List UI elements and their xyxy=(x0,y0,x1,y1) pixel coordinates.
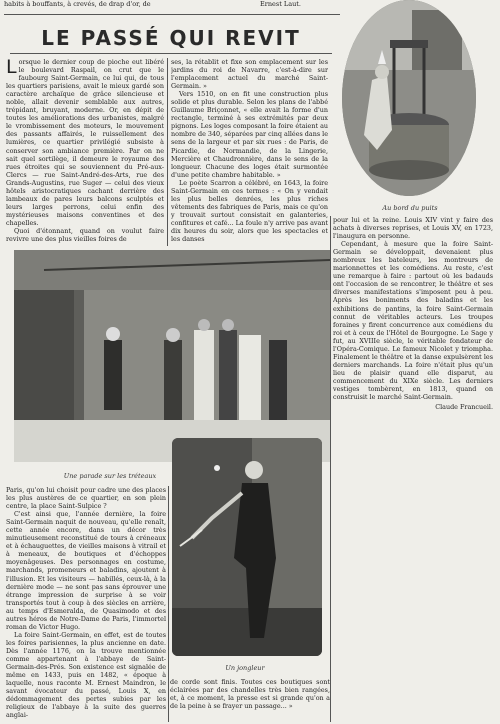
previous-article-fragment xyxy=(4,0,344,8)
photo-parade-image xyxy=(14,250,330,462)
caption-juggler: Un jongleur xyxy=(225,664,265,672)
photo-parade xyxy=(14,250,330,462)
col2-paragraph-3: Le poète Scarron a célébré, en 1643, la foire Saint-Germain en ces termes : « On y vendait les plus belles denrées, les plus riches vêtements des fabriques de Paris, mais ce qu'on y trouvait surtout consistait en galanteries, confitures et café... La foule n'y arrive pas avant dix heures du soir, alors que les spectacles et les danses xyxy=(171,178,328,244)
col4-paragraph-2: C'est ainsi que, l'année dernière, la foire Saint-Germain naquit de nouveau, qu'elle renaît, cette année encore, dans un décor très minutieusement reconstitué de tours à créneaux et à échauguettes, de vieilles maisons à vitrail et à meneaux, de boutiques et d'échoppes moyenâgeuses. Des personnages en costume, marchands, promeneurs et baladins, ajoutent à l'illusion. Et les visiteurs — habillés, ceux-là, à la dernière mode — ne sont pas sans éprouver une étrange impression de surprise à se voir transportés tout à coup à des siècles en arrière, au temps d'Esmeralda, de Quasimodo et des autres héros de Notre-Dame de Paris, l'immortel roman de Victor Hugo. xyxy=(6,510,166,631)
previous-article-author: Ernest Laut. xyxy=(260,0,301,8)
dropcap-letter: L xyxy=(6,58,17,78)
top-divider xyxy=(4,14,340,15)
col2-paragraph-2: Vers 1510, on en fit une construction plus solide et plus durable. Selon les plans de l'abbé Guillaume Briçonnet, « elle avait la forme d'un rectangle, terminé à ses extrémités par deux pignons. Les loges composant la foire étaient au nombre de 340, séparées par cinq allées dans le sens de la largeur et par six rues : de Paris, de Picardie, de Normandie, de la Lingerie, Mercière et Chaudronnière, dans le sens de la longueur. Chacune des loges était surmontée d'une petite chambre habitable. » xyxy=(171,90,328,179)
column-3 xyxy=(333,216,493,416)
top-fragment-text: habits à bouffants, à crevés, de drap d'or, de xyxy=(4,0,151,8)
column-2 xyxy=(171,58,328,246)
col5-paragraph-1: de corde sont finis. Toutes ces boutiques sont éclairées par des chandelles très bien rangées, et, à ce moment, la presse est si grande qu'on a de la peine à se frayer un passage... » xyxy=(170,678,330,711)
column-divider xyxy=(167,58,168,246)
column-1 xyxy=(6,58,164,246)
article-title: LE PASSÉ QUI REVIT xyxy=(41,26,301,50)
col4-paragraph-3: La foire Saint-Germain, en effet, est de toutes les foires parisiennes, la plus ancienne en date. Dès l'année 1176, on la trouve mentionnée comme appartenant à l'abbaye de Saint-Germain-des-Prés. Son existence est signalée de même en 1433, puis en 1482, « époque à laquelle, nous raconte M. Ernest Maindron, le savant évocateur du passé, Louis X, en dédommagement des pertes subies par les religieux de l'abbaye à la suite des guerres anglai- xyxy=(6,630,166,720)
col3-paragraph-2: Cependant, à mesure que la foire Saint-Germain se développait, devenaient plus nombreux les bateleurs, les montreurs de marionnettes et les comédiens. Au reste, c'est une remarque à faire : partout où les badauds ont l'occasion de se rencontrer, le théâtre et ses diverses manifestations s'imposent peu à peu. Après les boniments des baladins et les exhibitions de pantins, la foire Saint-Germain connut de véritables acteurs. Les troupes foraines y firent concurrence aux comédiens du roi et à ceux de l'Hôtel de Bourgogne. Le Sage y fut, au XVIIIe siècle, le véritable fondateur de l'Opéra-Comique. Le fameux Nicolet y triompha. Finalement le théâtre et la danse expulsèrent les derniers marchands. La foire n'était plus qu'un lieu de plaisir quand elle disparut, au commencement du XIXe siècle. Les derniers vestiges tombèrent, en 1813, quand on construisit le marché Saint-Germain. xyxy=(333,240,493,402)
column-4 xyxy=(6,486,166,722)
col3-paragraph-1: pour lui et la reine. Louis XIV vint y faire des achats à diverses reprises, et Louis XV, en 1723, l'inaugura en personne. xyxy=(333,216,493,241)
col1-paragraph-2: Quoi d'étonnant, quand on voulut faire revivre une des plus vieilles foires de xyxy=(6,226,164,244)
column-5 xyxy=(170,678,330,722)
column-divider-right xyxy=(330,216,331,722)
col2-paragraph-1: ses, la rétablit et fixe son emplacement sur les jardins du roi de Navarre, c'est-à-dire sur l'emplacement actuel du marché Saint-Germain. » xyxy=(171,58,328,91)
photo-juggler xyxy=(172,438,322,656)
col1-paragraph-1: orsque le dernier coup de pioche eut libéré le boulevard Raspail, on crut que le faubourg Saint-Germain, ce lui qui, de tous les quartiers parisiens, avait le mieux gardé son caractère archaïque de grâce silencieuse et noble, allait devenir semblable aux autres, trépidant, bruyant, moderne. Or, en dépit de toutes les améliorations des urbanistes, malgré le vrombissement des moteurs, le mouvement des passants affairés, le ruissellement des lumières, ce quartier privilégié subsiste à conserver son ambiance première. Par on ne sait quel sortilège, il demeure le royaume des rues étroites qui se souviennent du Pré-aux-Clercs — rue Saint-André-des-Arts, rue des Grands-Augustins, rue Suger — celui des vieux hôtels aristocratiques cachant derrière des lambeaux de pares leurs balcons sculptés et leurs larges perrons, celui enfin des mystérieuses maisons conventines et des chapelles. xyxy=(6,58,164,227)
caption-well: Au bord du puits xyxy=(382,204,438,212)
article-signature: Claude Francueil. xyxy=(435,403,493,412)
title-underline xyxy=(10,53,332,54)
photo-juggler-image xyxy=(172,438,322,656)
photo-well xyxy=(342,0,476,196)
photo-well-image xyxy=(342,0,476,196)
caption-parade: Une parade sur les tréteaux xyxy=(63,472,157,480)
column-divider-lower xyxy=(168,486,169,722)
col4-paragraph-1: Paris, qu'on lui choisit pour cadre une des places les plus austères de ce quartier, en son plein centre, la place Saint-Sulpice ? xyxy=(6,486,166,511)
